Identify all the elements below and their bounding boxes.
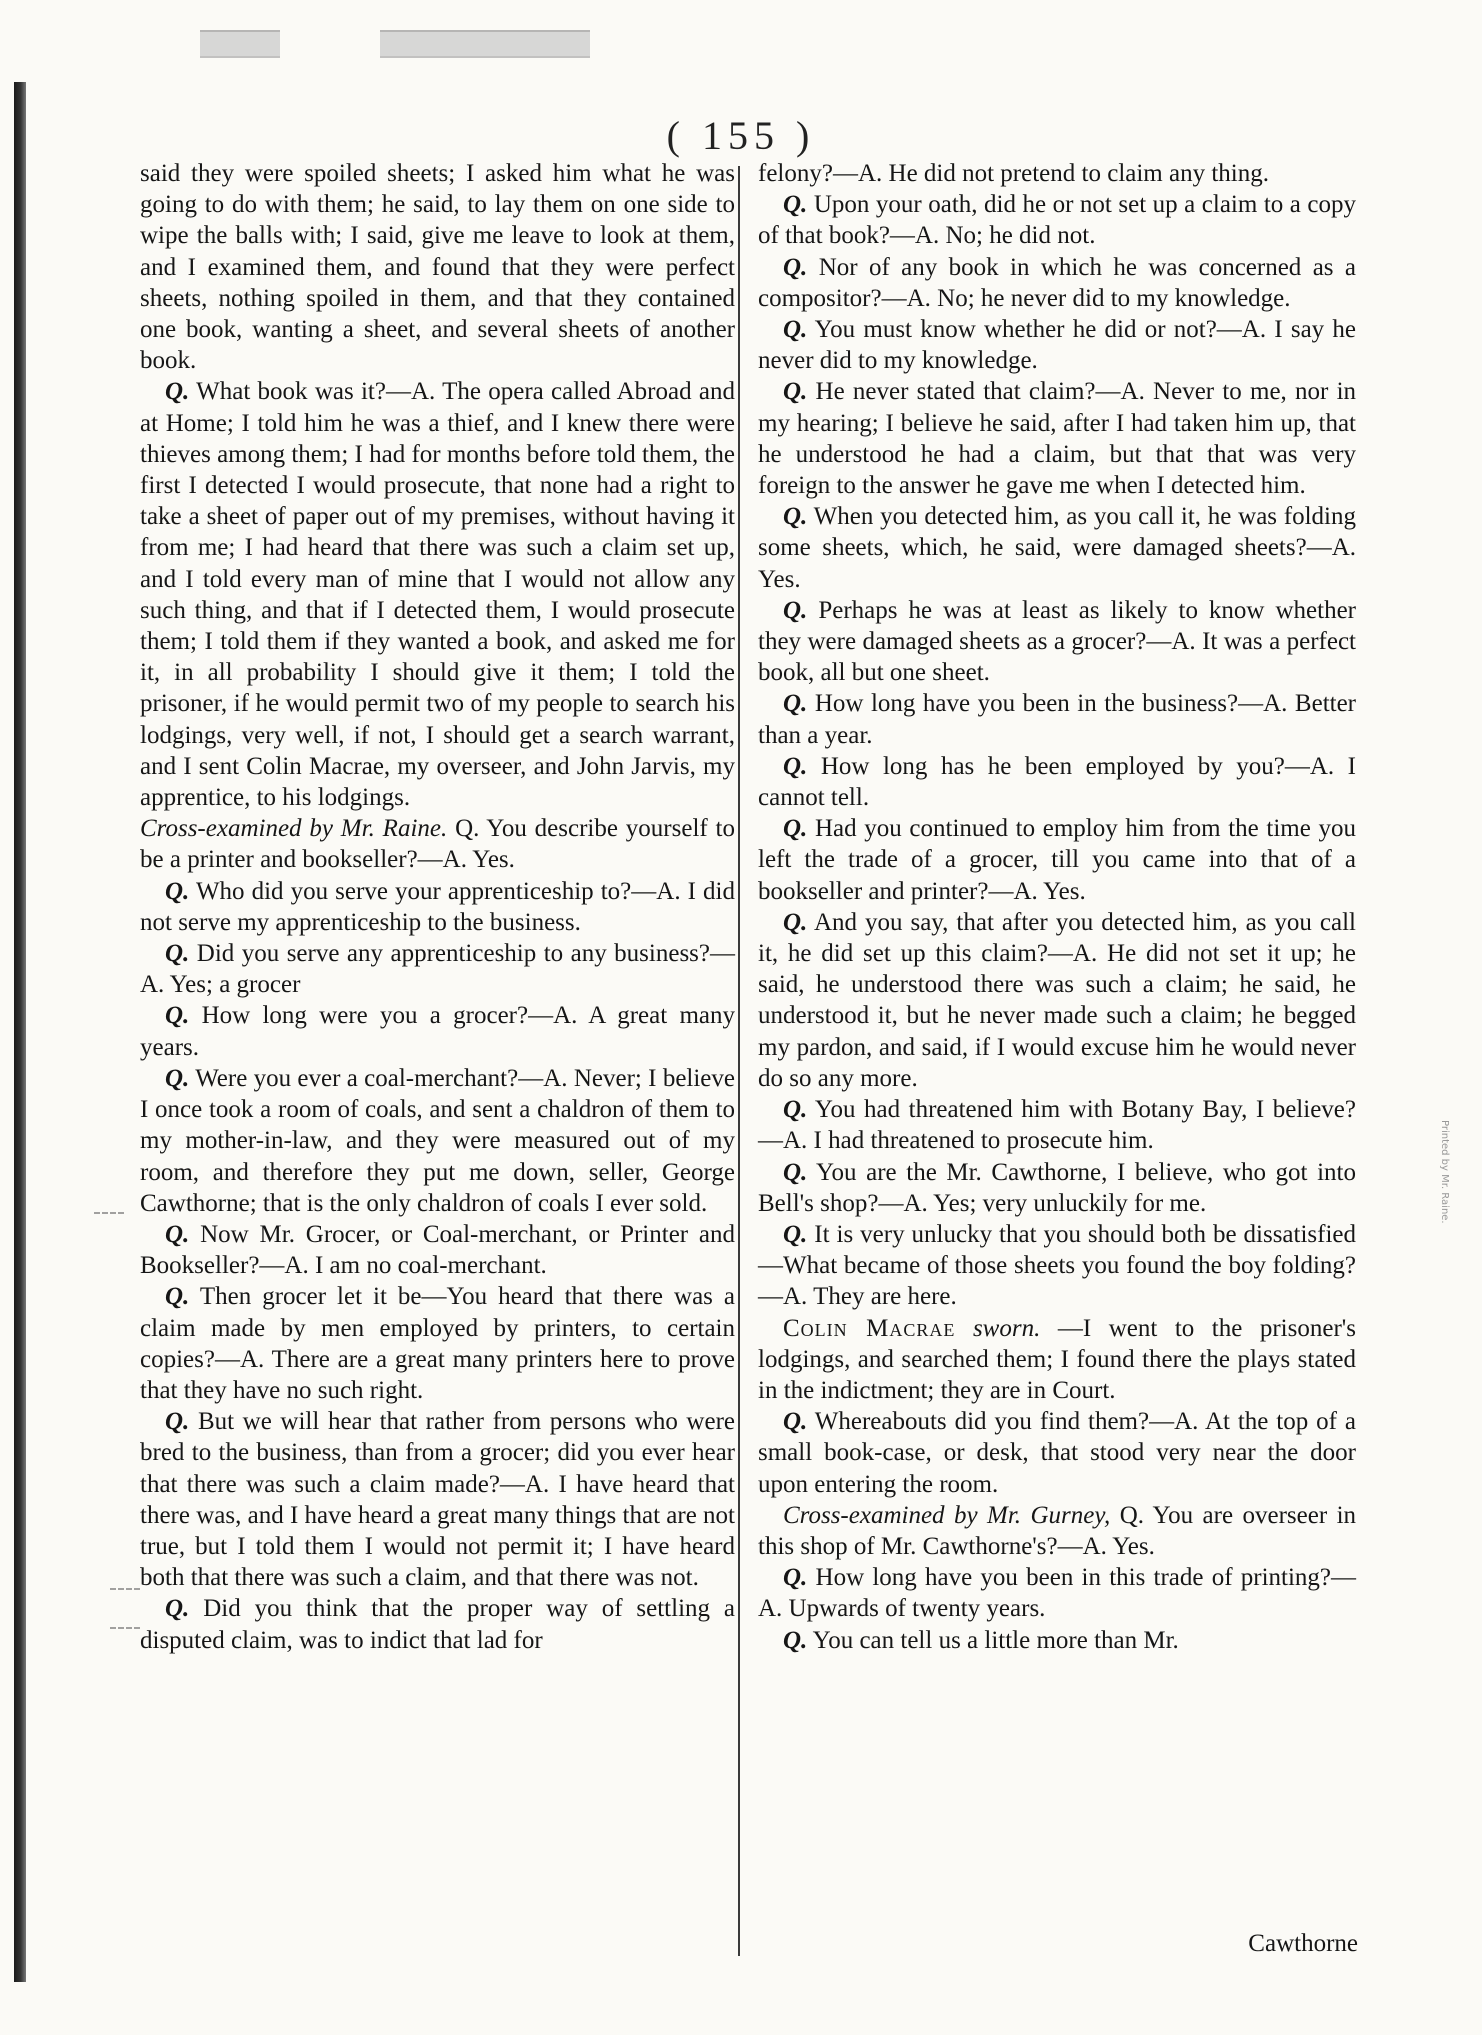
margin-stamp: Printed by Mr. Raine. <box>1439 1120 1450 1224</box>
paragraph <box>758 688 1356 750</box>
paragraph-text: Q. You are overseer in this shop of Mr. Cawthorne's?—A. Yes. <box>758 1501 1357 1560</box>
scan-artifact-line <box>94 1212 124 1215</box>
speaker-label: Q. <box>783 1096 808 1124</box>
speaker-label: Q. <box>783 815 808 843</box>
speaker-label: Q. <box>783 690 808 718</box>
paragraph <box>758 751 1356 813</box>
paragraph <box>758 314 1356 376</box>
scan-header-mark <box>380 30 590 58</box>
paragraph-text: Had you continued to employ him from the time you left the trade of a grocer, till you came into that of a bookseller and printer?—A. Yes. <box>758 815 1356 905</box>
paragraph-text: How long has he been employed by you?—A. I cannot tell. <box>758 752 1357 812</box>
paragraph <box>758 189 1356 251</box>
paragraph-text: But we will hear that rather from persons who were bred to the business, than from a grocer; did you ever hear that there was such a claim made?—A. I have heard that there was, and I have heard a great many things that are not true, but I told them I would not permit it; I have heard both that there was such a claim, and that there was not. <box>140 1408 736 1592</box>
paragraph <box>758 376 1356 501</box>
speaker-label: Q. <box>783 908 808 936</box>
paragraph-text: And you say, that after you detected him, as you call it, he did set up this claim?—A. He did not set it up; he said, he understood there was such a claim; he said, he understood it, but he never made such a claim; he begged my pardon, and said, if I would excuse him he would never do so any more. <box>758 908 1357 1092</box>
speaker-label: Q. <box>783 1408 808 1436</box>
speaker-label: Q. <box>783 596 808 624</box>
speaker-label: Q. <box>165 1220 190 1248</box>
paragraph-text: Did you serve any apprenticeship to any business?—A. Yes; a grocer <box>140 940 735 999</box>
paragraph-text: Did you think that the proper way of settling a disputed claim, was to indict that lad for <box>140 1595 735 1654</box>
paragraph <box>140 938 735 1000</box>
speaker-label: Q. <box>783 253 808 281</box>
speaker-label: Q. <box>783 1158 808 1186</box>
paragraph <box>758 1219 1356 1313</box>
speaker-label: Q. <box>165 1002 190 1030</box>
speaker-label: Q. <box>783 1564 808 1592</box>
catchword: Cawthorne <box>1248 1930 1358 1957</box>
paragraph <box>758 252 1356 314</box>
paragraph-text: Nor of any book in which he was concerned as a compositor?—A. No; he never did to my knowledge. <box>758 253 1357 312</box>
speaker-label: Q. <box>165 940 190 968</box>
paragraph-text: Were you ever a coal-merchant?—A. Never; I believe I once took a room of coals, and sent a chaldron of them to my mother-in-law, and they were measured out of my room, and therefore they put me down, seller, George Cawthorne; that is the only chaldron of coals I ever sold. <box>140 1064 735 1217</box>
paragraph <box>758 1313 1356 1407</box>
paragraph <box>140 1593 735 1655</box>
right-column <box>758 158 1356 1656</box>
speaker-label: Q. <box>783 1220 808 1248</box>
paragraph <box>758 1625 1356 1656</box>
paragraph-text: Upon your oath, did he or not set up a claim to a copy of that book?—A. No; he did not. <box>758 191 1356 250</box>
paragraph-text: It is very unlucky that you should both be dissatisfied—What became of those sheets you found the boy folding?—A. They are here. <box>758 1220 1357 1311</box>
section-heading: Colin Macrae <box>783 1314 956 1342</box>
paragraph <box>758 1562 1356 1624</box>
paragraph-text: Who did you serve your apprenticeship to?—A. I did not serve my apprenticeship to the business. <box>140 877 735 936</box>
paragraph-text: Whereabouts did you find them?—A. At the top of a small book-case, or desk, that stood very near the door upon entering the room. <box>758 1408 1356 1498</box>
paragraph <box>140 1281 735 1406</box>
paragraph-text: How long have you been in this trade of printing?—A. Upwards of twenty years. <box>758 1564 1356 1623</box>
speaker-label: Q. <box>165 378 190 406</box>
scan-artifact-line <box>110 1588 140 1591</box>
speaker-label: Q. <box>165 1408 190 1436</box>
speaker-label: Q. <box>783 503 808 531</box>
speaker-label: Q. <box>165 877 190 905</box>
speaker-label: Q. <box>165 1283 190 1311</box>
speaker-label: Q. <box>165 1595 190 1623</box>
paragraph <box>758 907 1356 1094</box>
paragraph <box>140 813 735 875</box>
paragraph-text: Q. You describe yourself to be a printer and bookseller?—A. Yes. <box>140 815 736 874</box>
speaker-label: Q. <box>783 378 808 406</box>
paragraph <box>758 158 1356 189</box>
speaker-label: Q. <box>783 191 808 219</box>
paragraph <box>758 1157 1356 1219</box>
paragraph-text: Then grocer let it be—You heard that there was a claim made by men employed by printers, to certain copies?—A. There are a great many printers here to prove that they have no such right. <box>140 1283 735 1404</box>
paragraph-text: Now Mr. Grocer, or Coal-merchant, or Printer and Bookseller?—A. I am no coal-merchant. <box>140 1220 736 1280</box>
paragraph-text: You can tell us a little more than Mr. <box>812 1626 1179 1654</box>
scan-artifact-line <box>110 1627 140 1630</box>
paragraph <box>758 1500 1356 1562</box>
paragraph-text: He never stated that claim?—A. Never to me, nor in my hearing; I believe he said, after I had taken him up, that he understood he had a claim, but that that was very foreign to the answer he gave me when I detected him. <box>758 378 1357 500</box>
speaker-label: Q. <box>783 1626 808 1654</box>
column-rule <box>738 166 740 1956</box>
paragraph-text: felony?—A. He did not pretend to claim any thing. <box>758 160 1269 187</box>
scan-header-mark <box>200 30 280 58</box>
paragraph <box>758 595 1356 689</box>
paragraph-text: Perhaps he was at least as likely to know whether they were damaged sheets as a grocer?—A. It was a perfect book, all but one sheet. <box>758 596 1356 687</box>
paragraph-text: said they were spoiled sheets; I asked him what he was going to do with them; he said, to lay them on one side to wipe the balls with; I said, give me leave to look at them, and I examined them, and found that they were perfect sheets, nothing spoiled in them, and that they contained one book, wanting a sheet, and several sheets of another book. <box>140 160 735 375</box>
paragraph <box>140 1406 735 1593</box>
speaker-label: Q. <box>783 316 808 344</box>
paragraph-text: You must know whether he did or not?—A. I say he never did to my knowledge. <box>758 316 1356 375</box>
scan-page-edge <box>14 82 26 1982</box>
heading-suffix: sworn. <box>972 1314 1041 1342</box>
section-heading: Cross-examined by Mr. Gurney, <box>783 1501 1111 1529</box>
paragraph <box>140 376 735 813</box>
paragraph-text: You had threatened him with Botany Bay, I believe?—A. I had threatened to prosecute him. <box>758 1096 1356 1155</box>
section-heading: Cross-examined by Mr. Raine. <box>140 815 448 843</box>
paragraph <box>140 1219 735 1281</box>
paragraph-text: When you detected him, as you call it, he was folding some sheets, which, he said, were damaged sheets?—A. Yes. <box>758 503 1356 593</box>
paragraph <box>758 1406 1356 1500</box>
paragraph-text: —I went to the prisoner's lodgings, and searched them; I found there the plays stated in the indictment; they are in Court. <box>758 1314 1357 1404</box>
page-number: ( 155 ) <box>666 113 816 158</box>
paragraph <box>140 876 735 938</box>
paragraph <box>140 1000 735 1062</box>
left-column <box>140 158 735 1656</box>
paragraph <box>758 1094 1356 1156</box>
paragraph <box>140 1063 735 1219</box>
paragraph-text: How long were you a grocer?—A. A great many years. <box>140 1002 735 1061</box>
paragraph-text: How long have you been in the business?—A. Better than a year. <box>758 690 1357 749</box>
paragraph <box>758 813 1356 907</box>
paragraph-text: You are the Mr. Cawthorne, I believe, who got into Bell's shop?—A. Yes; very unluckily for me. <box>758 1158 1356 1217</box>
speaker-label: Q. <box>783 752 808 780</box>
paragraph <box>140 158 735 376</box>
paragraph <box>758 501 1356 595</box>
speaker-label: Q. <box>165 1064 190 1092</box>
paragraph-text: What book was it?—A. The opera called Abroad and at Home; I told him he was a thief, and I knew there were thieves among them; I had for months before told them, the first I detected I would prosecute, that none had a right to take a sheet of paper out of my premises, without having it from me; I had heard that there was such a claim set up, and I told every man of mine that I would not allow any such thing, and that if I detected them, I would prosecute them; I told them if they wanted a book, and asked me for it, in all probability I should give it them; I told the prisoner, if he would permit two of my people to search his lodgings, very well, if not, I should get a search warrant, and I sent Colin Macrae, my overseer, and John Jarvis, my apprentice, to his lodgings. <box>140 378 735 812</box>
